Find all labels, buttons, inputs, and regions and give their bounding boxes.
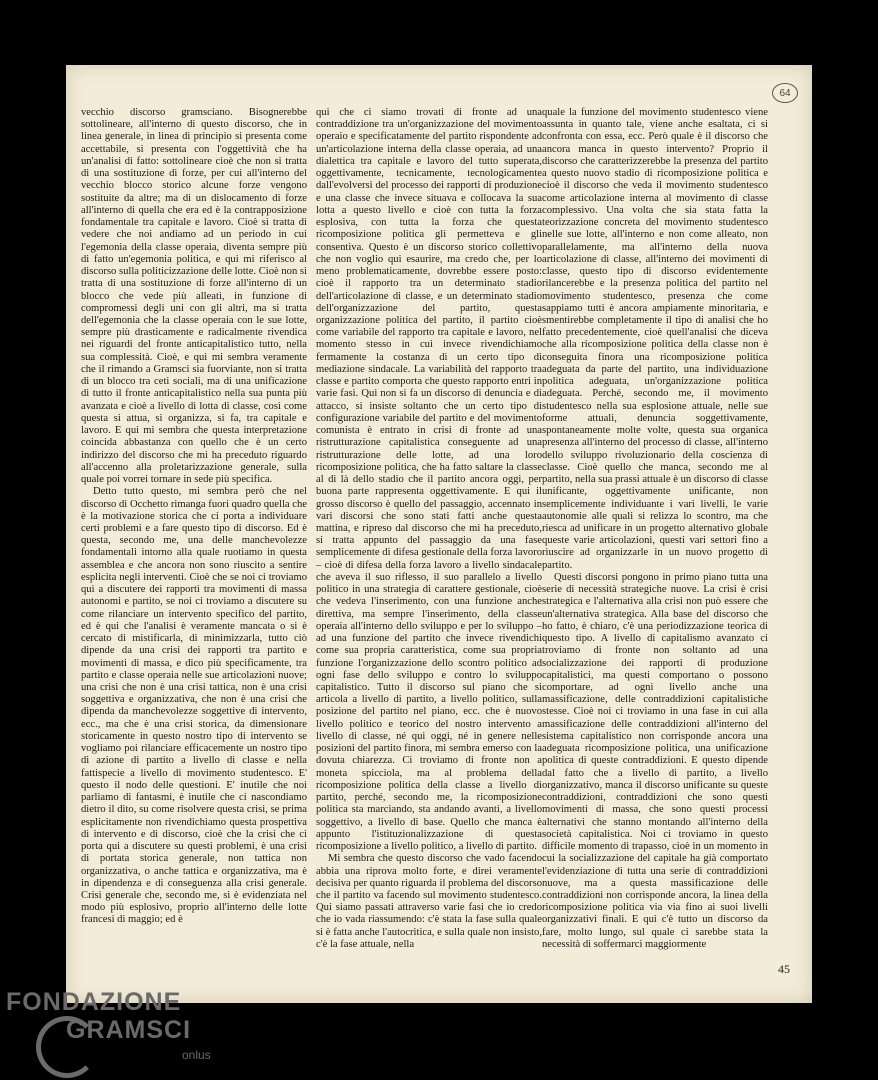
- document-page: [66, 65, 812, 1003]
- paragraph: vecchio discorso gramsciano. Bisognerebbe sottolineare, all'interno di questo discorso, che in linea generale, in linea di principio si presenta come accettabile, si presenta con l'oggettività che ha un'analisi di fatto: sottolineare cioè che non si tratta di una sostituzione di forze, per cui all'interno del vecchio blocco storico alcune forze vengono sostituite da altre; ma di un dislocamento di forze all'interno di quella che era ed è la contrapposizione fondamentale tra capitale e lavoro. Cioè si tratta di vedere che noi andiamo ad un periodo in cui l'egemonia della classe operaia, diventa sempre più di fatto un'egemonia politica, e qui mi riferisco al discorso sulla politicizzazione delle lotte. Cioè non si tratta di una sostituzione di forze all'interno di un blocco che vede più alleati, in funzione di compromessi degli uni con gli altri, ma si tratta dell'egemonia che la classe operaia con le sue lotte, sempre più drasticamente e radicalmente rivendica nei riguardi del fronte anticapitalistico tutto, nella sua complessità. Cioè, e qui mi sembra veramente che il rimando a Gramsci sia fuorviante, non si tratta di un blocco tra ceti sociali, ma di una unificazione di tutto il fronte anticapitalistico nella sua punta più avanzata e cioè a livello di lotta di classe, così come questa si attua, si organizza, si fa, tra capitale e lavoro. E qui mi sembra che questa interpretazione coincida abbastanza con quello che è un certo indirizzo del discorso che mi ha preceduto riguardo all'accenno alla proletarizzazione generale, sulla quale poi vorrei tornare in sede più specifica.: [81, 107, 307, 486]
- logo-line-2: GRAMSCI: [66, 1016, 192, 1044]
- paragraph: Questi discorsi pongono in primo piano tutta una serie di necessità strategiche nuove. La crisi è crisi strategica e l'alternativa alla crisi non può essere che un'alternativa strategica. Alla base del discorso che ho fatto, è chiaro, c'è una periodizzazione teorica di questo tipo. A livello di capitalismo avanzato ci troviamo di fronte non soltanto ad una socializzazione dei rapporti di produzione capitalistici, ma questi comportano o possono comportare, ad ogni livello anche una massificazione, delle contraddizioni capitalistiche stesse. Cioè noi ci troviamo in una fase in cui alla massificazione delle contraddizioni all'interno del sistema capitalistico non corrisponde ancora una adeguata ricomposizione politica, una unificazione politica di queste contraddizioni. E questo dipende dal fatto che a livello di partito, a livello organizzativo, manca il discorso unificante su queste contraddizioni, contraddizioni che sono questi movimenti di massa, che sono questi processi alternativi che stanno montando all'interno della società capitalistica. Noi ci troviamo in questo difficile momento di trapasso, cioè in un momento in cui la socializzazione del capitale ha già comportato l'evidenziazione di tutta una serie di contraddizioni nuove, ma a questa massificazione delle contraddizioni non corrisponde ancora, la linea della ricomposizione politica via via fino ai suoi livelli organizzativi finali. E qui c'è tutto un discorso da fare, molto lungo, sul quale ci sarebbe stata la necessità di soffermarci maggiormente: [542, 571, 768, 950]
- text-column-1: [81, 107, 307, 962]
- paragraph: qui che ci siamo trovati di fronte ad una contraddizione tra un'organizzazione del movimento operaio e specificatamente del partito rispondente ad un'articolazione interna della classe operaia, ad una dialettica tra capitale e lavoro del tutto superata, oggettivamente, tecnicamente, tecnologicamente dall'evolversi del processo dei rapporti di produzione e una classe che invece situava e collocava la sua lotta a questo livello e cioè con tutta la forza esplosiva, con tutta la forza che questa ricomposizione politica gli permetteva e gli consentiva. Questo è un discorso storico collettivo che non voglio qui esaurire, ma credo che, per lo meno problematicamente, dovrebbe essere posto: cioè il rapporto tra un determinato stadio dell'articolazione di classe, e un determinato stadio dell'organizzazione del partito, questa organizzazione politica del partito, il partito cioè come variabile del rapporto tra capitale e lavoro, nel momento stesso in cui invece rivendichiamo fermamente la costanza di un certo tipo di mediazione sindacale. La variabilità del rapporto tra classe e partito comporta che questo rapporto entri in varie fasi. Qui non si fa un discorso di denuncia e di attacco, si insiste soltanto che un certo tipo di configurazione variabile del partito e del movimento comunista è entrato in crisi di fronte ad una ristrutturazione capitalistica conseguente ad una ristrutturazione delle lotte, ad una loro ricomposizione politica, che ha fatto saltare la classe al di là dello stadio che il partito ancora oggi, per buona parte rappresenta oggettivamente. E qui il grosso discorso è quello del passaggio, accennato in vari discorsi che sono stati fatti anche questa mattina, e ripreso dal discorso che mi ha preceduto, si tratta appunto del passaggio da una fase semplicemente di difesa gestionale della forza lavoro – cioè di difesa della forza lavoro a livello sindacale che aveva il suo riflesso, il suo parallelo a livello politico in una strategia di carattere gestionale, cioè che vedeva l'inserimento, con una funzione anche direttiva, ma sempre l'inserimento, della classe operaia all'interno dello sviluppo e per lo sviluppo – ad una funzione del partito che invece rivendichi come sua propria caratteristica, come sua propria funzione l'organizzazione dello scontro politico ad ogni fase dello sviluppo e contro lo sviluppo capitalistico. Tutto il discorso sul piano che si articola a livello di partito, a livello politico, sulla posizione del partito nel piano, ecc. che è nuovo livello politico e teorico del nostro intervento a livello di classe, né qui oggi, né in genere nelle posizioni del partito finora, mi sembra emerso con la dovuta chiarezza. Ci troviamo di fronte non a moneta spicciola, ma al problema della ricomposizione politica della classe a livello di partito, perché, secondo me, la ricomposizione politica sta marciando, sta andando avanti, a livello soggettivo, a livello di base. Quello che manca è appunto l'istituzionalizzazione di questa ricomposizione a livello politico, a livello di partito.: [316, 107, 542, 853]
- fondazione-gramsci-logo: [6, 986, 226, 1076]
- text-column-2: [316, 107, 542, 962]
- page-number: 45: [778, 962, 790, 976]
- logo-line-1: FONDAZIONE: [6, 988, 182, 1016]
- text-column-3: [542, 107, 768, 962]
- logo-line-3: onlus: [182, 1048, 211, 1062]
- paragraph: Detto tutto questo, mi sembra però che nel discorso di Occhetto rimanga fuori quadro quella che è la motivazione storica che ci porta a individuare certi problemi e a fare questo tipo di discorso. Ed è questa, secondo me, una delle manchevolezze fondamentali intorno alla quale ruotiamo in questa assemblea e che ancora non sono riuscito a sentire esplicita negli interventi. Cioè che se noi ci troviamo qui a discutere dei rapporti tra movimenti di massa autonomi e partito, se noi ci troviamo a discutere su come rilanciare un intervento specifico del partito, ed è qui che l'analisi è veramente mancata o si è cercato di mistificarla, di minimizzarla, tutto ciò dipende da una crisi dei rapporti tra partito e movimenti di massa, e dico più specificamente, tra partito e classe operaia nelle sue articolazioni nuove; una crisi che non è una crisi tattica, non è una crisi soggettiva e organizzativa, che non è una crisi che dipenda da manchevolezze soggettive di intervento, ecc., ma che è una crisi storica, da dimensionare storicamente in questo nostro tipo di intervento se vogliamo poi rilanciare efficacemente un nostro tipo di azione di partito a livello di classe e nella fattispecie a livello di movimento studentesco. E' questo il nodo delle questioni. E' inutile che noi parliamo di fantasmi, è inutile che ci nascondiamo dietro il dito, su come risolvere questa crisi, se prima esplicitamente non rivendichiamo questa prospettiva di intervento e di discorso, cioè che la crisi che ci porta qui a discutere su questi problemi, è una crisi di portata storica generale, non tattica non organizzativa, o anche tattica e organizzativa, ma è in dipendenza e di conseguenza alla crisi generale. Crisi generale che, secondo me, si è evidenziata nel modo più esplosivo, proprio all'interno delle lotte francesi di maggio; ed è: [81, 486, 307, 926]
- paragraph: Mi sembra che questo discorso che vado facendo abbia una riprova molto forte, e direi veramente decisiva per quanto riguarda il problema del discorso che il partito va facendo sul movimento studentesco. Qui siamo passati attraverso varie fasi che io credo che io vada riassumendo: c'è stata la fase sulla quale si è fatta anche l'autocritica, e sulla quale non insisto, c'è la fase attuale, nella: [316, 853, 542, 950]
- archive-stamp: 64: [772, 83, 798, 103]
- paragraph: quale la funzione del movimento studentesco viene assunta in quanto tale, viene anche esaltata, ci si confronta con essa, ecc. Però quale è il discorso che ancora manca in questo intervento? Proprio il discorso che caratterizzerebbe la presenza del partito a questo nuovo stadio di ricomposizione politica e cioè il discorso che veda il movimento studentesco come articolazione interna al movimento di classe complessivo. Una volta che sia stata fatta la teorizzazione concreta del movimento studentesco nelle sue lotte, all'interno e non come alleato, non parallelamente, ma all'interno della nuova articolazione di classe, all'interno dei movimenti di classe, questo tipo di discorso evidentemente rilancerebbe e la presenza politica del partito nel movimento studentesco, presenza che come sappiamo tutti è ancora ampiamente minoritaria, e smentirebbe completamente il tipo di analisi che ho fatto precedentemente, cioè quell'analisi che diceva che alla ricomposizione politica della classe non è conseguita finora una ricomposizione politica adeguata da parte del partito, una individuazione politica adeguata, un'organizzazione politica adeguata. Perché, secondo me, il movimento studentesco nella sua esplosione attuale, nelle sue forme attuali, denuncia soggettivamente, spontaneamente molte volte, questa sua organica presenza all'interno del processo di classe, all'interno dello sviluppo rivoluzionario della coscienza di classe. Cioè quello che manca, secondo me al partito, nella sua prassi attuale è un discorso di classe unificante, oggettivamente unificante, non semplicemente individuante i vari livelli, le varie autonomie alle quali si relizza lo scontro, ma che riesca ad unificare in un progetto alternativo globale queste varie articolazioni, questi vari settori fino a riuscire ad organizzarle in un nuovo progetto di partito.: [542, 107, 768, 571]
